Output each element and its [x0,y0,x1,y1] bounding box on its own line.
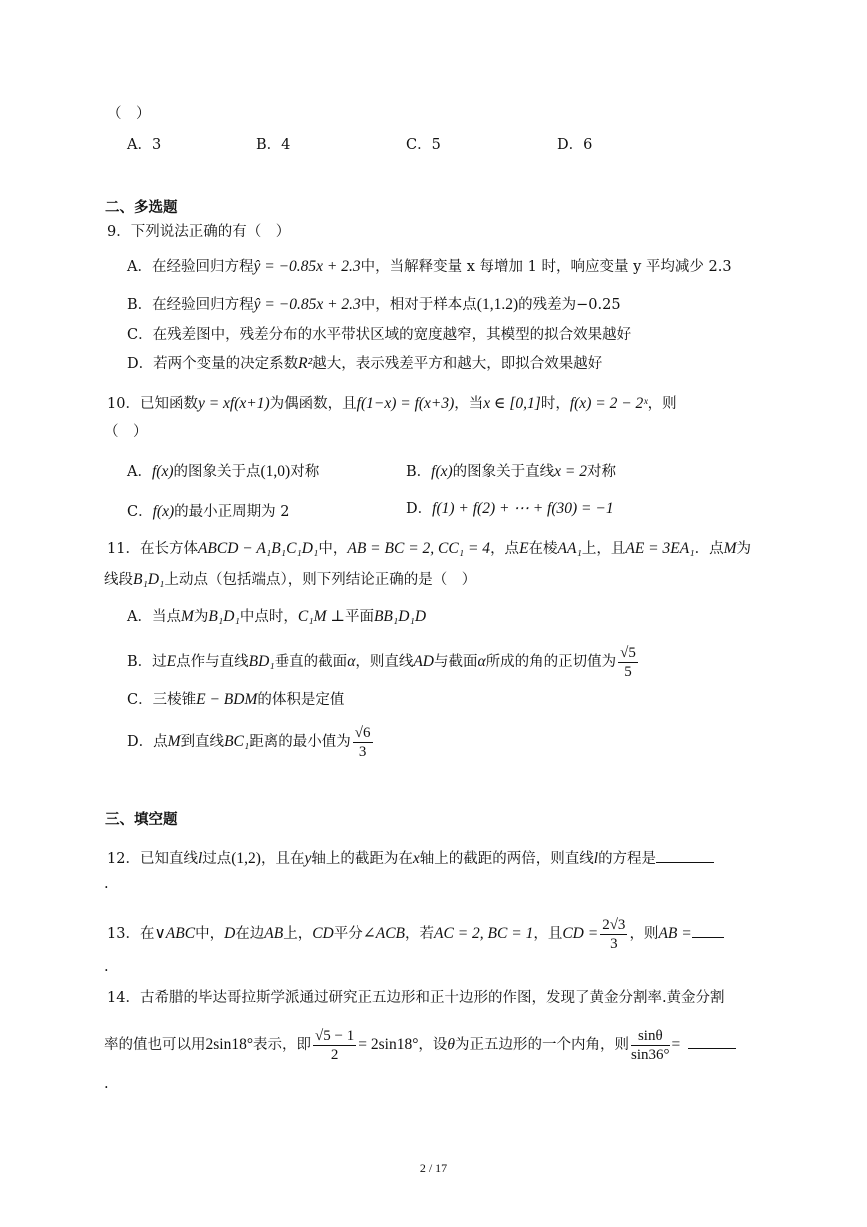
q11-b-fraction: $\frac{√5}{5}$ [620,644,636,680]
q11-option-b: B．过E点作与直线BD₁垂直的截面α，则直线AD与截面α所成的角的正切值为 $\frac{√5}{5}$ [127,644,636,680]
q9-stem: 9．下列说法正确的有（ ） [107,224,291,240]
q8-option-c: C．5 [406,137,441,153]
q10-option-c: C．f(x)的最小正周期为 2 [127,503,290,520]
q14-stem-line2: 率的值也可以用2sin18°表示，即 $\frac{√5 - 1}{2}$ = 2sin18°，设θ为正五边形的一个内角，则 $\frac{\sin\theta}{\sin 36^\circ}$ = [104,1024,736,1066]
section-title-fill-in: 三、填空题 [105,812,178,828]
q11-option-a: A．当点M为B₁D₁中点时，C₁M ⊥平面BB₁D₁D [127,608,427,625]
q13-cd-fraction: $\frac{2√3}{3}$ [602,916,626,952]
section-title-multiple-choice: 二、多选题 [105,200,178,216]
page-number: 2 / 17 [419,1161,448,1175]
q9-option-d: D．若两个变量的决定系数R²越大，表示残差平方和越大，即拟合效果越好 [127,355,603,372]
q10-paren: （ ） [104,424,148,440]
q10-option-b: B．f(x)的图象关于直线x = 2对称 [406,463,617,480]
q13-stem: 13．在∨ABC中，D在边AB上，CD平分∠ACB，若AC = 2, BC = 1，且CD = $\frac{2√3}{3}$ ，则AB = [107,914,724,954]
q8-option-a: A．3 [127,137,162,153]
q14-answer-blank[interactable] [688,1032,736,1049]
q9-option-b: B．在经验回归方程ŷ = −0.85x + 2.3中，相对于样本点(1,1.2)的残差为−0.25 [127,296,621,313]
q8-option-b: B．4 [256,137,291,153]
q11-option-c: C．三棱锥E − BDM的体积是定值 [127,691,345,708]
q11-stem-line2: 线段B₁D₁上动点（包括端点），则下列结论正确的是（ ） [104,571,477,588]
q8-paren: （ ） [107,106,151,122]
q14-golden-fraction: $\frac{√5 - 1}{2}$ [315,1027,355,1063]
q13-answer-blank[interactable] [692,921,724,938]
q8-option-d: D．6 [557,137,593,153]
q14-dot: . [104,1076,109,1092]
q9-option-a: A．在经验回归方程ŷ = −0.85x + 2.3中，当解释变量 x 每增加 1 时，响应变量 y 平均减少 2.3 [127,258,732,275]
q12-dot: . [104,876,109,892]
q14-stem-line1: 14．古希腊的毕达哥拉斯学派通过研究正五边形和正十边形的作图，发现了黄金分割率.黄金分割 [107,990,725,1006]
q11-option-d: D．点M到直线BC₁距离的最小值为 $\frac{√6}{3}$ [127,724,371,760]
q14-sin-fraction: $\frac{\sin\theta}{\sin 36^\circ}$ [631,1027,670,1063]
q12-stem: 12．已知直线l过点(1,2)，且在y轴上的截距为在x轴上的截距的两倍，则直线l的方程是 [107,846,714,869]
q10-stem: 10．已知函数y = xf(x+1)为偶函数，且f(1−x) = f(x+3)，当x ∈ [0,1]时，f(x) = 2 − 2ˣ，则 [107,395,677,412]
q9-option-c: C．在残差图中，残差分布的水平带状区域的宽度越窄，其模型的拟合效果越好 [127,327,632,343]
q11-stem: 11．在长方体ABCD − A₁B₁C₁D₁中，AB = BC = 2, CC₁ = 4，点E在棱AA₁上，且AE = 3EA₁．点M为 [107,540,752,557]
q12-answer-blank[interactable] [656,846,714,863]
q10-option-d: D．f(1) + f(2) + ⋯ + f(30) = −1 [406,500,614,517]
q11-d-fraction: $\frac{√6}{3}$ [354,724,371,760]
q10-option-a: A．f(x)的图象关于点(1,0)对称 [127,463,320,480]
q13-dot: . [104,959,109,975]
